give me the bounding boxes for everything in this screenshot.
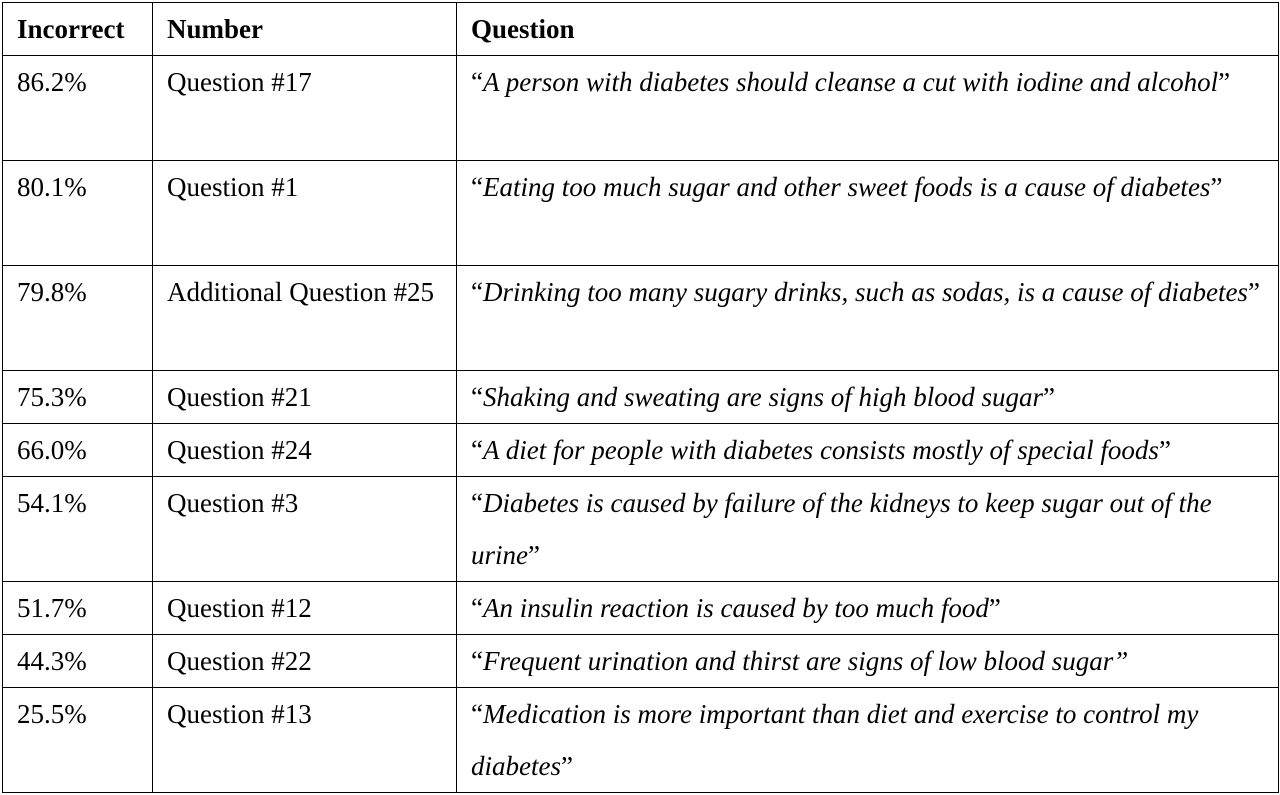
open-quote: “ <box>471 646 483 676</box>
cell-number: Question #21 <box>153 371 457 424</box>
close-quote: ” <box>1247 277 1260 307</box>
table-row <box>3 424 1279 477</box>
cell-question <box>457 688 1279 793</box>
question-text: Medication is more important than diet and exercise to control my diabetes <box>471 699 1199 781</box>
cell-incorrect: 66.0% <box>3 424 153 477</box>
cell-question <box>457 56 1279 161</box>
results-table <box>2 2 1279 793</box>
close-quote: ” <box>528 540 540 570</box>
table-row <box>3 161 1279 266</box>
question-text: A person with diabetes should cleanse a cut with iodine and alcohol <box>482 67 1219 97</box>
header-question: Question <box>457 3 1279 56</box>
cell-number: Additional Question #25 <box>153 266 457 371</box>
cell-number: Question #3 <box>153 477 457 582</box>
cell-incorrect: 54.1% <box>3 477 153 582</box>
cell-question <box>457 371 1279 424</box>
close-quote: ” <box>1218 67 1231 97</box>
cell-number: Question #13 <box>153 688 457 793</box>
table-row <box>3 477 1279 582</box>
question-text: Frequent urination and thirst are signs of low blood sugar” <box>482 646 1129 676</box>
table-row <box>3 688 1279 793</box>
table-row <box>3 266 1279 371</box>
cell-question <box>457 582 1279 635</box>
header-number: Number <box>153 3 457 56</box>
table-row <box>3 56 1279 161</box>
header-row <box>3 3 1279 56</box>
cell-incorrect: 79.8% <box>3 266 153 371</box>
question-text: Diabetes is caused by failure of the kidneys to keep sugar out of the urine <box>471 488 1212 570</box>
open-quote: “ <box>471 277 483 307</box>
open-quote: “ <box>471 382 483 412</box>
cell-question <box>457 477 1279 582</box>
cell-incorrect: 80.1% <box>3 161 153 266</box>
cell-incorrect: 51.7% <box>3 582 153 635</box>
cell-incorrect: 25.5% <box>3 688 153 793</box>
cell-question <box>457 266 1279 371</box>
cell-question <box>457 424 1279 477</box>
cell-question <box>457 161 1279 266</box>
cell-number: Question #17 <box>153 56 457 161</box>
close-quote: ” <box>560 751 573 781</box>
open-quote: “ <box>471 435 483 465</box>
question-text: An insulin reaction is caused by too much food <box>482 593 989 623</box>
close-quote: ” <box>1043 382 1055 412</box>
cell-incorrect: 75.3% <box>3 371 153 424</box>
table-body <box>3 56 1279 793</box>
question-text: A diet for people with diabetes consists mostly of special foods <box>482 435 1159 465</box>
cell-number: Question #1 <box>153 161 457 266</box>
cell-number: Question #12 <box>153 582 457 635</box>
open-quote: “ <box>471 488 483 518</box>
cell-incorrect: 44.3% <box>3 635 153 688</box>
table-row <box>3 582 1279 635</box>
cell-incorrect: 86.2% <box>3 56 153 161</box>
cell-number: Question #24 <box>153 424 457 477</box>
header-incorrect: Incorrect <box>3 3 153 56</box>
question-text: Drinking too many sugary drinks, such as sodas, is a cause of diabetes <box>482 277 1248 307</box>
cell-question <box>457 635 1279 688</box>
open-quote: “ <box>471 172 483 202</box>
open-quote: “ <box>471 593 483 623</box>
table-row <box>3 371 1279 424</box>
question-text: Eating too much sugar and other sweet foods is a cause of diabetes <box>482 172 1211 202</box>
close-quote: ” <box>1158 435 1171 465</box>
close-quote: ” <box>988 593 1001 623</box>
question-text: Shaking and sweating are signs of high blood sugar <box>482 382 1043 412</box>
close-quote: ” <box>1210 172 1223 202</box>
cell-number: Question #22 <box>153 635 457 688</box>
open-quote: “ <box>471 67 483 97</box>
open-quote: “ <box>471 699 483 729</box>
table-row <box>3 635 1279 688</box>
